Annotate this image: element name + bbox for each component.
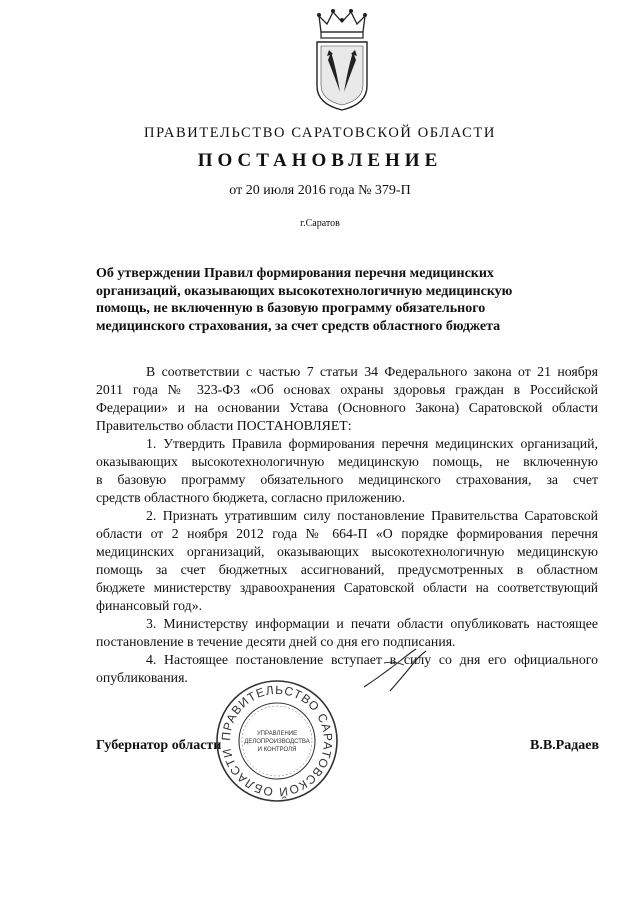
body-line: области от 2 ноября 2012 года № 664-П «О порядке формирования перечня [96, 526, 598, 541]
official-seal-stamp [214, 678, 340, 804]
body-line: 2011 года № 323-ФЗ «Об основах охраны здоровья граждан в Российской [96, 382, 598, 397]
subject-line: медицинского страхования, за счет средств областного бюджета [96, 318, 501, 334]
svg-text:И КОНТРОЛЯ: И КОНТРОЛЯ [257, 747, 297, 753]
document-subject [96, 265, 556, 335]
body-line: Правительство области ПОСТАНОВЛЯЕТ: [96, 418, 352, 433]
svg-text:ДЕЛОПРОИЗВОДСТВА: ДЕЛОПРОИЗВОДСТВА [244, 739, 310, 745]
body-line: постановление в течение десяти дней со дня его подписания. [96, 634, 456, 649]
document-date-number: от 20 июля 2016 года № 379-П [229, 183, 411, 198]
handwritten-signature-icon [360, 645, 440, 695]
body-line: бюджете министерству здравоохранения Саратовской области на соответствующий [96, 580, 598, 595]
body-line: 3. Министерству информации и печати области опубликовать настоящее [146, 616, 598, 631]
svg-text:ПРАВИТЕЛЬСТВО САРАТОВСКОЙ ОБЛА: ПРАВИТЕЛЬСТВО САРАТОВСКОЙ ОБЛАСТИ [218, 682, 336, 800]
body-line: оказывающих высокотехнологичную медицинскую помощь, не включенную [96, 454, 598, 469]
body-line: медицинских организаций, оказывающих высокотехнологичную медицинскую [96, 544, 598, 559]
body-line: В соответствии с частью 7 статьи 34 Федерального закона от 21 ноября [146, 364, 598, 379]
signatory-name: В.В.Радаев [530, 738, 600, 753]
svg-text:УПРАВЛЕНИЕ: УПРАВЛЕНИЕ [256, 731, 298, 737]
subject-line: Об утверждении Правил формирования перечня медицинских [96, 266, 494, 281]
document-body [96, 363, 598, 687]
body-line: в базовую программу обязательного медицинского страхования, за счет [96, 472, 598, 487]
signatory-position: Губернатор области [96, 738, 222, 753]
document-city: г.Саратов [300, 218, 340, 229]
body-line: 1. Утвердить Правила формирования перечня медицинских организаций, [146, 436, 598, 451]
body-line: средств областного бюджета, согласно приложению. [96, 490, 406, 505]
subject-line: организаций, оказывающих высокотехнологичную медицинскую [96, 283, 513, 299]
government-name: ПРАВИТЕЛЬСТВО САРАТОВСКОЙ ОБЛАСТИ [144, 125, 496, 141]
body-line: Федерации» и на основании Устава (Основного Закона) Саратовской области [96, 400, 598, 415]
body-line: 4. Настоящее постановление вступает в силу со дня его официального [146, 652, 598, 667]
body-line: помощь за счет бюджетных ассигнований, предусмотренных в областном [96, 562, 598, 577]
saratov-coat-of-arms-icon [313, 8, 371, 112]
document-type-title: ПОСТАНОВЛЕНИЕ [197, 150, 443, 171]
subject-line: помощь, не включенную в базовую программу обязательного [96, 301, 486, 316]
body-line: опубликования. [96, 670, 188, 685]
body-line: 2. Признать утратившим силу постановление Правительства Саратовской [146, 508, 598, 523]
body-line: финансовый год». [96, 598, 203, 613]
